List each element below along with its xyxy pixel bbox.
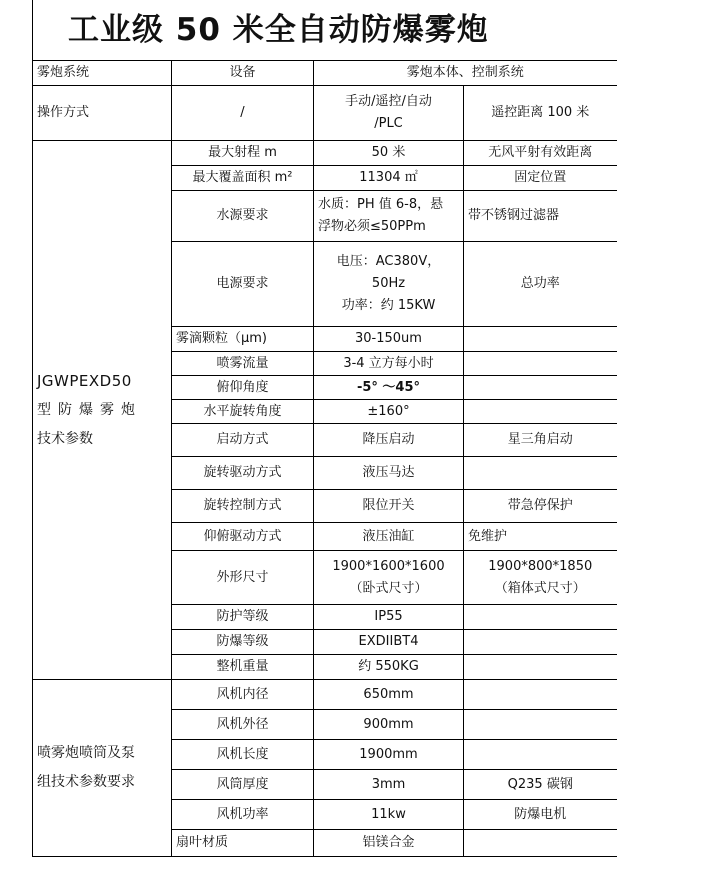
param-note-line1: 1900*800*1850 bbox=[488, 558, 593, 574]
param-label: 喷雾流量 bbox=[172, 352, 314, 376]
param-value: 3mm bbox=[314, 770, 464, 800]
param-label: 最大覆盖面积 m² bbox=[172, 166, 314, 191]
param-value: 限位开关 bbox=[314, 490, 464, 523]
table-row bbox=[33, 680, 617, 710]
param-value-line1: 电压：AC380V， bbox=[336, 254, 441, 269]
param-value: ±160° bbox=[314, 400, 464, 424]
param-note bbox=[464, 400, 617, 424]
param-label: 仰俯驱动方式 bbox=[172, 523, 314, 551]
group1-line1: JGWPEXD50 bbox=[37, 371, 132, 390]
param-note bbox=[464, 680, 617, 710]
param-label: 雾滴颗粒（μm) bbox=[172, 327, 314, 352]
param-label: 整机重量 bbox=[172, 655, 314, 680]
header-device: 设备 bbox=[172, 61, 314, 86]
param-note bbox=[464, 740, 617, 770]
param-label: 电源要求 bbox=[172, 242, 314, 327]
param-note-line2: （箱体式尺寸） bbox=[494, 580, 586, 596]
param-value bbox=[314, 551, 464, 605]
param-label: 扇叶材质 bbox=[172, 830, 314, 857]
param-value-line2: 浮物必须≤50PPm bbox=[318, 219, 426, 234]
param-value: 30-150um bbox=[314, 327, 464, 352]
param-label: 防护等级 bbox=[172, 605, 314, 630]
param-note bbox=[464, 376, 617, 400]
param-label: 风机内径 bbox=[172, 680, 314, 710]
param-note bbox=[464, 605, 617, 630]
param-value: 50 米 bbox=[314, 141, 464, 166]
group2-label bbox=[33, 680, 172, 857]
param-label: 外形尺寸 bbox=[172, 551, 314, 605]
param-note bbox=[464, 710, 617, 740]
operation-value bbox=[314, 86, 464, 141]
param-label: 旋转驱动方式 bbox=[172, 457, 314, 490]
param-note bbox=[464, 830, 617, 857]
group1-line2: 型防爆雾炮 bbox=[37, 401, 142, 418]
table-row bbox=[33, 141, 617, 166]
param-value: EXDIIBT4 bbox=[314, 630, 464, 655]
table-header-row bbox=[33, 61, 617, 86]
param-note: 防爆电机 bbox=[464, 800, 617, 830]
param-label: 风机功率 bbox=[172, 800, 314, 830]
group1-label bbox=[33, 141, 172, 680]
header-scope: 雾炮本体、控制系统 bbox=[314, 61, 617, 86]
param-note: 总功率 bbox=[464, 242, 617, 327]
param-value: 液压油缸 bbox=[314, 523, 464, 551]
group2-line2: 组技术参数要求 bbox=[37, 774, 135, 790]
param-note: Q235 碳钢 bbox=[464, 770, 617, 800]
param-value: 1900mm bbox=[314, 740, 464, 770]
param-label: 风机长度 bbox=[172, 740, 314, 770]
param-value-line3: 功率：约 15KW bbox=[341, 298, 436, 313]
param-value: 650mm bbox=[314, 680, 464, 710]
group1-line3: 技术参数 bbox=[37, 430, 93, 447]
table-left-border bbox=[32, 0, 33, 60]
param-value bbox=[314, 242, 464, 327]
param-label: 风筒厚度 bbox=[172, 770, 314, 800]
param-value: IP55 bbox=[314, 605, 464, 630]
param-label: 旋转控制方式 bbox=[172, 490, 314, 523]
param-value bbox=[314, 191, 464, 242]
operation-value-line1: 手动/遥控/自动 bbox=[345, 94, 432, 109]
param-label: 风机外径 bbox=[172, 710, 314, 740]
param-note: 星三角启动 bbox=[464, 424, 617, 457]
param-label: 水源要求 bbox=[172, 191, 314, 242]
param-value-line1: 水质：PH 值 6-8，悬 bbox=[318, 197, 444, 212]
spec-table bbox=[32, 60, 617, 857]
param-note bbox=[464, 327, 617, 352]
param-value-line2: （卧式尺寸） bbox=[349, 580, 428, 596]
operation-note: 遥控距离 100 米 bbox=[464, 86, 617, 141]
group2-line1: 喷雾炮喷筒及泵 bbox=[37, 745, 135, 761]
param-note: 固定位置 bbox=[464, 166, 617, 191]
param-label: 俯仰角度 bbox=[172, 376, 314, 400]
param-value: 11kw bbox=[314, 800, 464, 830]
param-value: -5° ～45° bbox=[314, 376, 464, 400]
param-note bbox=[464, 551, 617, 605]
table-row bbox=[33, 86, 617, 141]
param-value: 液压马达 bbox=[314, 457, 464, 490]
param-note bbox=[464, 457, 617, 490]
operation-device: / bbox=[172, 86, 314, 141]
param-value: 铝镁合金 bbox=[314, 830, 464, 857]
param-value: 3-4 立方每小时 bbox=[314, 352, 464, 376]
param-label: 最大射程 m bbox=[172, 141, 314, 166]
param-label: 水平旋转角度 bbox=[172, 400, 314, 424]
param-note: 免维护 bbox=[464, 523, 617, 551]
param-value: 降压启动 bbox=[314, 424, 464, 457]
param-value: 900mm bbox=[314, 710, 464, 740]
header-system: 雾炮系统 bbox=[33, 61, 172, 86]
param-note bbox=[464, 655, 617, 680]
param-label: 启动方式 bbox=[172, 424, 314, 457]
param-value-line1: 1900*1600*1600 bbox=[332, 558, 445, 574]
param-note bbox=[464, 352, 617, 376]
param-value: 约 550KG bbox=[314, 655, 464, 680]
param-value-line2: 50Hz bbox=[371, 276, 406, 291]
param-label: 防爆等级 bbox=[172, 630, 314, 655]
param-note bbox=[464, 630, 617, 655]
param-note: 带急停保护 bbox=[464, 490, 617, 523]
param-value: 11304 ㎡ bbox=[314, 166, 464, 191]
param-note: 无风平射有效距离 bbox=[464, 141, 617, 166]
param-note: 带不锈钢过滤器 bbox=[464, 191, 617, 242]
operation-value-line2: /PLC bbox=[374, 116, 403, 131]
operation-label: 操作方式 bbox=[33, 86, 172, 141]
page-title: 工业级 50 米全自动防爆雾炮 bbox=[68, 12, 489, 48]
